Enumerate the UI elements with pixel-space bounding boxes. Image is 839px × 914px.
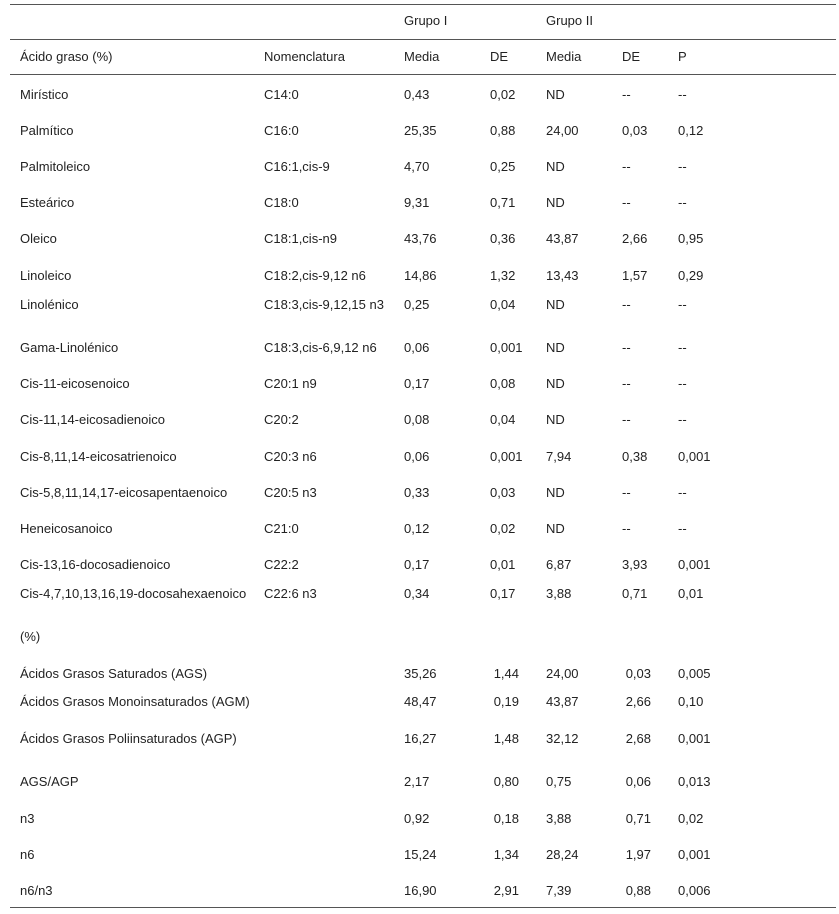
p-value-cell: 0,005 — [678, 666, 711, 681]
p-value-cell: -- — [678, 159, 687, 174]
sd-g1-cell: 1,32 — [490, 268, 516, 283]
sd-g2-cell: -- — [622, 485, 631, 500]
p-value-cell: 0,02 — [678, 811, 704, 826]
nomenclature-cell: C21:0 — [264, 521, 299, 536]
nomenclature-cell: C20:3 n6 — [264, 449, 317, 464]
sd-g2-cell: -- — [622, 195, 631, 210]
sd-g1-cell: 0,04 — [490, 297, 516, 312]
mean-g1-cell: 0,92 — [404, 811, 430, 826]
mean-g1-cell: 0,12 — [404, 521, 430, 536]
acid-name-cell: Linoleico — [20, 268, 72, 283]
sd-g1-cell: 1,34 — [493, 847, 519, 862]
sd-g2-cell: 0,38 — [622, 449, 648, 464]
mean-g1-cell: 16,27 — [404, 731, 437, 746]
sd-g2-cell: 0,71 — [622, 586, 648, 601]
p-value-cell: 0,29 — [678, 268, 704, 283]
mean-g2-cell: 24,00 — [546, 666, 579, 681]
mean-g1-cell: 43,76 — [404, 231, 437, 246]
col-p: P — [678, 49, 687, 64]
mean-g1-cell: 0,25 — [404, 297, 430, 312]
p-value-cell: 0,10 — [678, 694, 704, 709]
sd-g1-cell: 0,36 — [490, 231, 516, 246]
sd-g1-cell: 0,02 — [490, 87, 516, 102]
subheader-label: (%) — [20, 629, 41, 644]
acid-name-cell: Gama-Linolénico — [20, 340, 119, 355]
sd-g1-cell: 1,44 — [493, 666, 519, 681]
header-rule — [10, 39, 836, 40]
sd-g2-cell: -- — [622, 297, 631, 312]
sd-g2-cell: 1,97 — [625, 847, 651, 862]
mean-g2-cell: ND — [546, 376, 565, 391]
mean-g2-cell: 7,39 — [546, 883, 572, 898]
sd-g2-cell: 2,66 — [622, 231, 648, 246]
nomenclature-cell: C22:6 n3 — [264, 586, 317, 601]
mean-g1-cell: 35,26 — [404, 666, 437, 681]
sd-g1-cell: 0,19 — [493, 694, 519, 709]
nomenclature-cell: C18:3,cis-6,9,12 n6 — [264, 340, 377, 355]
mean-g2-cell: 32,12 — [546, 731, 579, 746]
acid-name-cell: Cis-5,8,11,14,17-eicosapentaenoico — [20, 485, 228, 500]
nomenclature-cell: C22:2 — [264, 557, 299, 572]
p-value-cell: 0,95 — [678, 231, 704, 246]
nomenclature-cell: C18:3,cis-9,12,15 n3 — [264, 297, 384, 312]
mean-g2-cell: ND — [546, 195, 565, 210]
mean-g2-cell: 43,87 — [546, 231, 579, 246]
sd-g1-cell: 0,02 — [490, 521, 516, 536]
mean-g1-cell: 16,90 — [404, 883, 437, 898]
acid-name-cell: n3 — [20, 811, 35, 826]
mean-g1-cell: 0,08 — [404, 412, 430, 427]
acid-name-cell: Heneicosanoico — [20, 521, 113, 536]
p-value-cell: 0,013 — [678, 774, 711, 789]
sd-g1-cell: 0,80 — [493, 774, 519, 789]
p-value-cell: 0,01 — [678, 586, 704, 601]
mean-g1-cell: 25,35 — [404, 123, 437, 138]
group2-header: Grupo II — [546, 13, 593, 28]
mean-g1-cell: 15,24 — [404, 847, 437, 862]
p-value-cell: -- — [678, 485, 687, 500]
p-value-cell: -- — [678, 87, 687, 102]
mean-g2-cell: ND — [546, 521, 565, 536]
mean-g2-cell: 43,87 — [546, 694, 579, 709]
mean-g2-cell: 13,43 — [546, 268, 579, 283]
sd-g2-cell: -- — [622, 412, 631, 427]
p-value-cell: 0,001 — [678, 847, 711, 862]
nomenclature-cell: C20:1 n9 — [264, 376, 317, 391]
mean-g2-cell: ND — [546, 159, 565, 174]
mean-g1-cell: 0,06 — [404, 449, 430, 464]
mean-g2-cell: 28,24 — [546, 847, 579, 862]
top-rule — [10, 4, 836, 5]
mean-g1-cell: 0,43 — [404, 87, 430, 102]
p-value-cell: 0,001 — [678, 449, 711, 464]
mean-g2-cell: 6,87 — [546, 557, 572, 572]
acid-name-cell: Cis-11,14-eicosadienoico — [20, 412, 166, 427]
acid-name-cell: Palmítico — [20, 123, 74, 138]
p-value-cell: 0,12 — [678, 123, 704, 138]
col-nomenclature: Nomenclatura — [264, 49, 345, 64]
sd-g2-cell: -- — [622, 340, 631, 355]
nomenclature-cell: C14:0 — [264, 87, 299, 102]
sd-g1-cell: 1,48 — [493, 731, 519, 746]
mean-g2-cell: ND — [546, 340, 565, 355]
p-value-cell: 0,001 — [678, 557, 711, 572]
p-value-cell: -- — [678, 297, 687, 312]
acid-name-cell: Esteárico — [20, 195, 75, 210]
sd-g2-cell: 0,06 — [625, 774, 651, 789]
mean-g2-cell: 3,88 — [546, 811, 572, 826]
sd-g1-cell: 0,01 — [490, 557, 516, 572]
bottom-rule — [10, 907, 836, 908]
acid-name-cell: Cis-13,16-docosadienoico — [20, 557, 171, 572]
mean-g1-cell: 2,17 — [404, 774, 430, 789]
p-value-cell: -- — [678, 376, 687, 391]
nomenclature-cell: C16:1,cis-9 — [264, 159, 330, 174]
acid-name-cell: n6 — [20, 847, 35, 862]
sd-g2-cell: 3,93 — [622, 557, 648, 572]
col-sd-g1: DE — [490, 49, 509, 64]
sd-g2-cell: 2,68 — [625, 731, 651, 746]
acid-name-cell: AGS/AGP — [20, 774, 79, 789]
acid-name-cell: Oleico — [20, 231, 57, 246]
sd-g2-cell: -- — [622, 87, 631, 102]
nomenclature-cell: C20:5 n3 — [264, 485, 317, 500]
acid-name-cell: Cis-8,11,14-eicosatrienoico — [20, 449, 177, 464]
sd-g1-cell: 2,91 — [493, 883, 519, 898]
p-value-cell: -- — [678, 412, 687, 427]
sd-g2-cell: 0,88 — [625, 883, 651, 898]
nomenclature-cell: C16:0 — [264, 123, 299, 138]
sd-g2-cell: 1,57 — [622, 268, 648, 283]
mean-g2-cell: ND — [546, 297, 565, 312]
sd-g2-cell: -- — [622, 159, 631, 174]
mean-g1-cell: 0,06 — [404, 340, 430, 355]
sd-g2-cell: 0,03 — [622, 123, 648, 138]
col-mean-g1: Media — [404, 49, 440, 64]
col-mean-g2: Media — [546, 49, 582, 64]
mean-g1-cell: 4,70 — [404, 159, 430, 174]
mean-g1-cell: 0,33 — [404, 485, 430, 500]
p-value-cell: 0,001 — [678, 731, 711, 746]
col-sd-g2: DE — [622, 49, 641, 64]
mean-g1-cell: 0,17 — [404, 557, 430, 572]
mean-g1-cell: 48,47 — [404, 694, 437, 709]
sd-g1-cell: 0,17 — [490, 586, 516, 601]
mean-g2-cell: ND — [546, 87, 565, 102]
nomenclature-cell: C18:0 — [264, 195, 299, 210]
sd-g2-cell: -- — [622, 376, 631, 391]
acid-name-cell: Mirístico — [20, 87, 69, 102]
sd-g1-cell: 0,03 — [490, 485, 516, 500]
nomenclature-cell: C18:2,cis-9,12 n6 — [264, 268, 366, 283]
sd-g1-cell: 0,08 — [490, 376, 516, 391]
sd-g1-cell: 0,04 — [490, 412, 516, 427]
mean-g1-cell: 14,86 — [404, 268, 437, 283]
mean-g1-cell: 9,31 — [404, 195, 430, 210]
body-rule — [10, 74, 836, 75]
acid-name-cell: Linolénico — [20, 297, 79, 312]
sd-g1-cell: 0,001 — [490, 449, 523, 464]
mean-g2-cell: ND — [546, 412, 565, 427]
mean-g2-cell: 3,88 — [546, 586, 572, 601]
sd-g2-cell: -- — [622, 521, 631, 536]
sd-g1-cell: 0,25 — [490, 159, 516, 174]
mean-g2-cell: ND — [546, 485, 565, 500]
p-value-cell: -- — [678, 340, 687, 355]
nomenclature-cell: C18:1,cis-n9 — [264, 231, 337, 246]
mean-g2-cell: 7,94 — [546, 449, 572, 464]
nomenclature-cell: C20:2 — [264, 412, 299, 427]
mean-g2-cell: 24,00 — [546, 123, 579, 138]
p-value-cell: -- — [678, 195, 687, 210]
sd-g1-cell: 0,001 — [490, 340, 523, 355]
acid-name-cell: Ácidos Grasos Poliinsaturados (AGP) — [20, 731, 237, 746]
group1-header: Grupo I — [404, 13, 448, 28]
acid-name-cell: Cis-11-eicosenoico — [20, 376, 130, 391]
mean-g1-cell: 0,34 — [404, 586, 430, 601]
acid-name-cell: Ácidos Grasos Saturados (AGS) — [20, 666, 208, 681]
sd-g1-cell: 0,71 — [490, 195, 516, 210]
sd-g1-cell: 0,88 — [490, 123, 516, 138]
acid-name-cell: Ácidos Grasos Monoinsaturados (AGM) — [20, 694, 250, 709]
mean-g1-cell: 0,17 — [404, 376, 430, 391]
col-acid: Ácido graso (%) — [20, 49, 113, 64]
sd-g2-cell: 0,71 — [625, 811, 651, 826]
sd-g1-cell: 0,18 — [493, 811, 519, 826]
sd-g2-cell: 0,03 — [625, 666, 651, 681]
mean-g2-cell: 0,75 — [546, 774, 572, 789]
acid-name-cell: n6/n3 — [20, 883, 53, 898]
acid-name-cell: Cis-4,7,10,13,16,19-docosahexaenoico — [20, 586, 247, 601]
p-value-cell: 0,006 — [678, 883, 711, 898]
p-value-cell: -- — [678, 521, 687, 536]
sd-g2-cell: 2,66 — [625, 694, 651, 709]
acid-name-cell: Palmitoleico — [20, 159, 91, 174]
